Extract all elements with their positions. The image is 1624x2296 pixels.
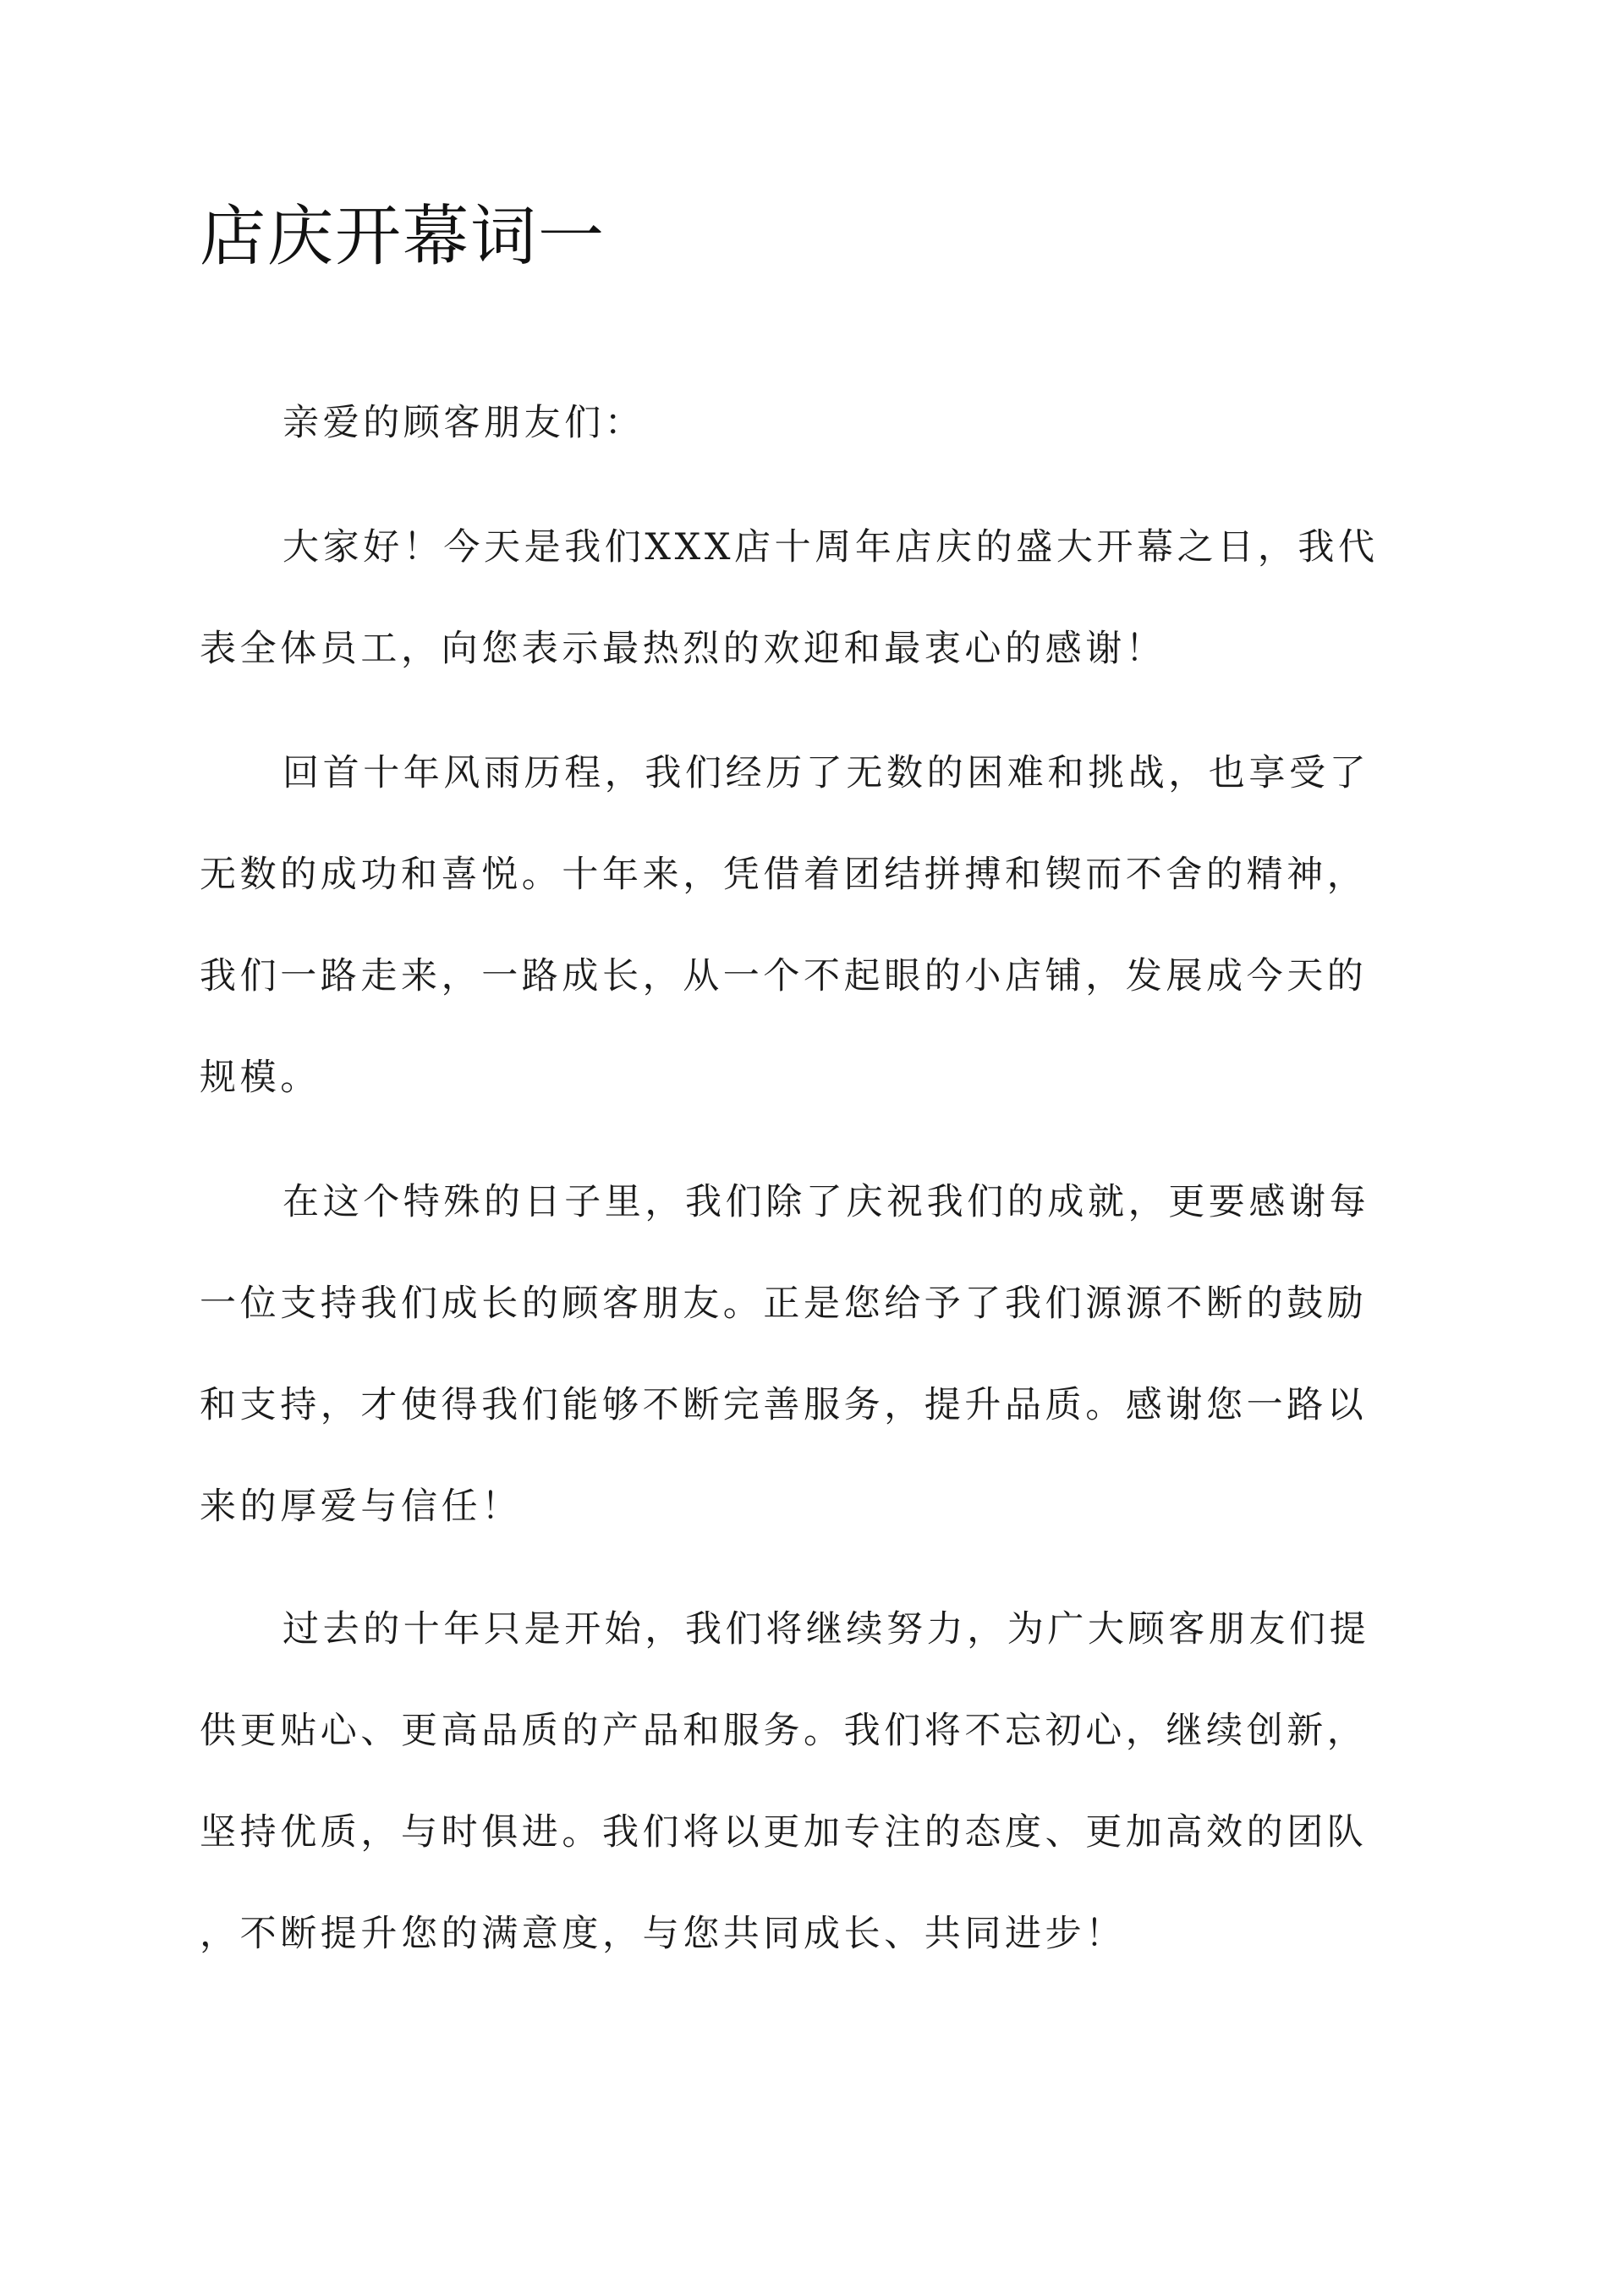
greeting-paragraph [200, 372, 1424, 474]
paragraph-line: 我们一路走来，一路成长，从一个不起眼的小店铺，发展成今天的 [200, 955, 1368, 997]
paragraph-line: 过去的十年只是开始，我们将继续努力，为广大顾客朋友们提 [283, 1608, 1370, 1651]
body-paragraph-3 [200, 1151, 1424, 1557]
paragraph-line: 坚持优质，与时俱进。我们将以更加专注的态度、更加高效的团队 [200, 1811, 1368, 1854]
document-title: 店庆开幕词一 [200, 199, 606, 275]
greeting-line: 亲爱的顾客朋友们： [283, 402, 645, 444]
paragraph-line: 在这个特殊的日子里，我们除了庆祝我们的成就，更要感谢每 [283, 1181, 1370, 1223]
paragraph-line: 和支持，才使得我们能够不断完善服务，提升品质。感谢您一路以 [200, 1384, 1368, 1426]
paragraph-line: 一位支持我们成长的顾客朋友。正是您给予了我们源源不断的鼓励 [200, 1283, 1368, 1325]
body-paragraph-1 [200, 497, 1424, 700]
paragraph-line: 回首十年风雨历程，我们经历了无数的困难和挑战，也享受了 [283, 752, 1370, 794]
body-paragraph-2 [200, 722, 1424, 1129]
paragraph-line: 大家好！今天是我们XXX店十周年店庆的盛大开幕之日，我代 [283, 526, 1379, 569]
paragraph-line: 规模。 [200, 1057, 321, 1099]
paragraph-line: 供更贴心、更高品质的产品和服务。我们将不忘初心，继续创新， [200, 1710, 1368, 1752]
paragraph-line: 无数的成功和喜悦。十年来，凭借着团结拼搏和锲而不舍的精神， [200, 854, 1368, 896]
paragraph-line: 表全体员工，向您表示最热烈的欢迎和最衷心的感谢！ [200, 628, 1166, 670]
paragraph-line: ，不断提升您的满意度，与您共同成长、共同进步！ [200, 1913, 1126, 1955]
body-paragraph-4 [200, 1579, 1424, 1985]
paragraph-line: 来的厚爱与信任！ [200, 1486, 522, 1528]
